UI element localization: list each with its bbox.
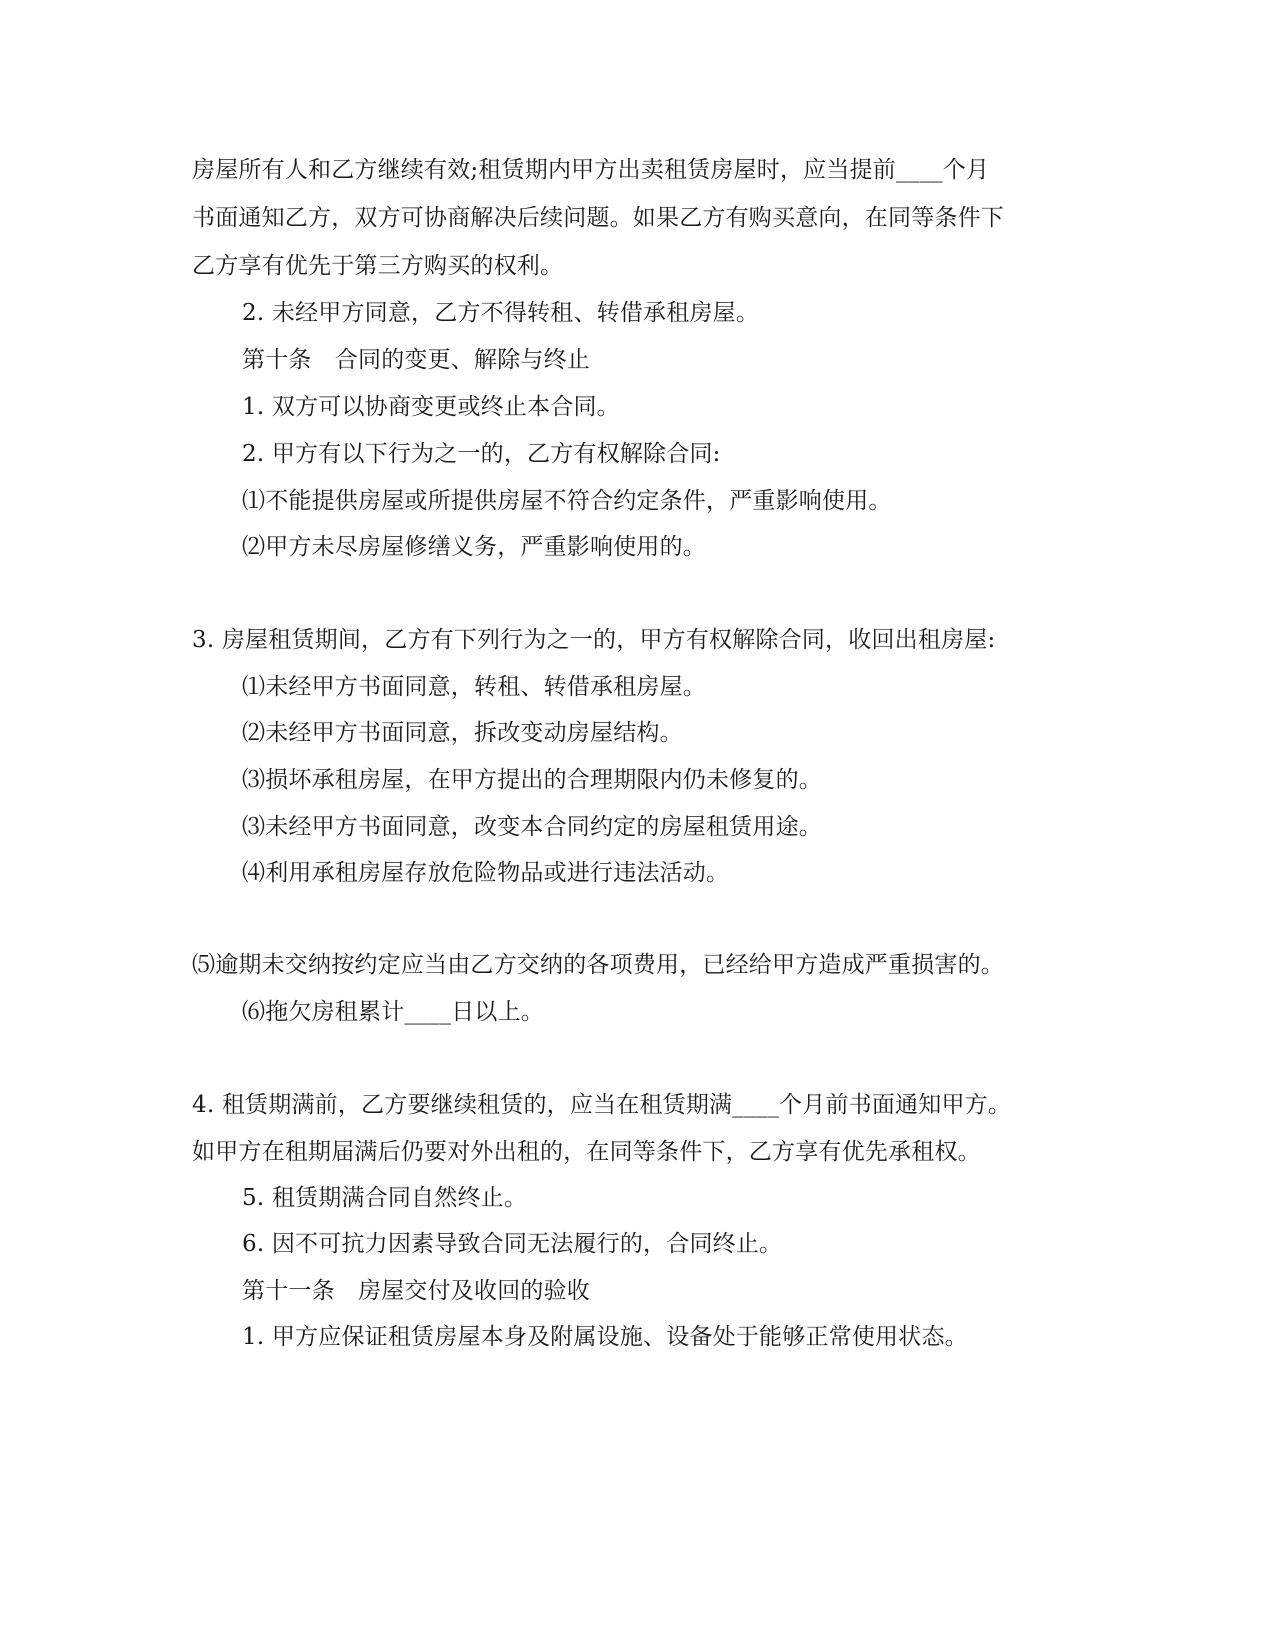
article-heading: 第十条 合同的变更、解除与终止 [242, 347, 590, 373]
clause-item: 4. 租赁期满前，乙方要继续租赁的，应当在租赁期满____个月前书面通知甲方。 [192, 1092, 1012, 1118]
clause-item: 2. 未经甲方同意，乙方不得转租、转借承租房屋。 [242, 300, 760, 326]
clause-item: 5. 租赁期满合同自然终止。 [242, 1185, 528, 1211]
paragraph-line: 如甲方在租期届满后仍要对外出租的，在同等条件下，乙方享有优先承租权。 [192, 1139, 981, 1165]
sub-clause-item: ⑷利用承租房屋存放危险物品或进行违法活动。 [242, 860, 730, 886]
clause-item: 2. 甲方有以下行为之一的，乙方有权解除合同: [242, 441, 721, 467]
sub-clause-item: ⑴未经甲方书面同意，转租、转借承租房屋。 [242, 674, 706, 700]
clause-item: 1. 双方可以协商变更或终止本合同。 [242, 394, 620, 420]
sub-clause-item: ⑹拖欠房租累计____日以上。 [242, 999, 544, 1025]
article-heading: 第十一条 房屋交付及收回的验收 [242, 1278, 590, 1304]
paragraph-line: 书面通知乙方，双方可协商解决后续问题。如果乙方有购买意向，在同等条件下 [192, 205, 1004, 231]
paragraph-line: 乙方享有优先于第三方购买的权利。 [192, 253, 564, 279]
clause-item: 1. 甲方应保证租赁房屋本身及附属设施、设备处于能够正常使用状态。 [242, 1324, 968, 1350]
sub-clause-item: ⑵甲方未尽房屋修缮义务，严重影响使用的。 [242, 534, 706, 560]
sub-clause-item: ⑶损坏承租房屋，在甲方提出的合理期限内仍未修复的。 [242, 767, 822, 793]
sub-clause-item: ⑵未经甲方书面同意，拆改变动房屋结构。 [242, 720, 683, 746]
paragraph-line: 房屋所有人和乙方继续有效;租赁期内甲方出卖租赁房屋时，应当提前____个月 [192, 157, 990, 183]
sub-clause-item: ⑴不能提供房屋或所提供房屋不符合约定条件，严重影响使用。 [242, 488, 892, 514]
clause-item: 3. 房屋租赁期间，乙方有下列行为之一的，甲方有权解除合同，收回出租房屋: [192, 627, 996, 653]
clause-item: 6. 因不可抗力因素导致合同无法履行的，合同终止。 [242, 1231, 783, 1257]
sub-clause-item: ⑸逾期未交纳按约定应当由乙方交纳的各项费用，已经给甲方造成严重损害的。 [192, 952, 1004, 978]
sub-clause-item: ⑶未经甲方书面同意，改变本合同约定的房屋租赁用途。 [242, 814, 822, 840]
